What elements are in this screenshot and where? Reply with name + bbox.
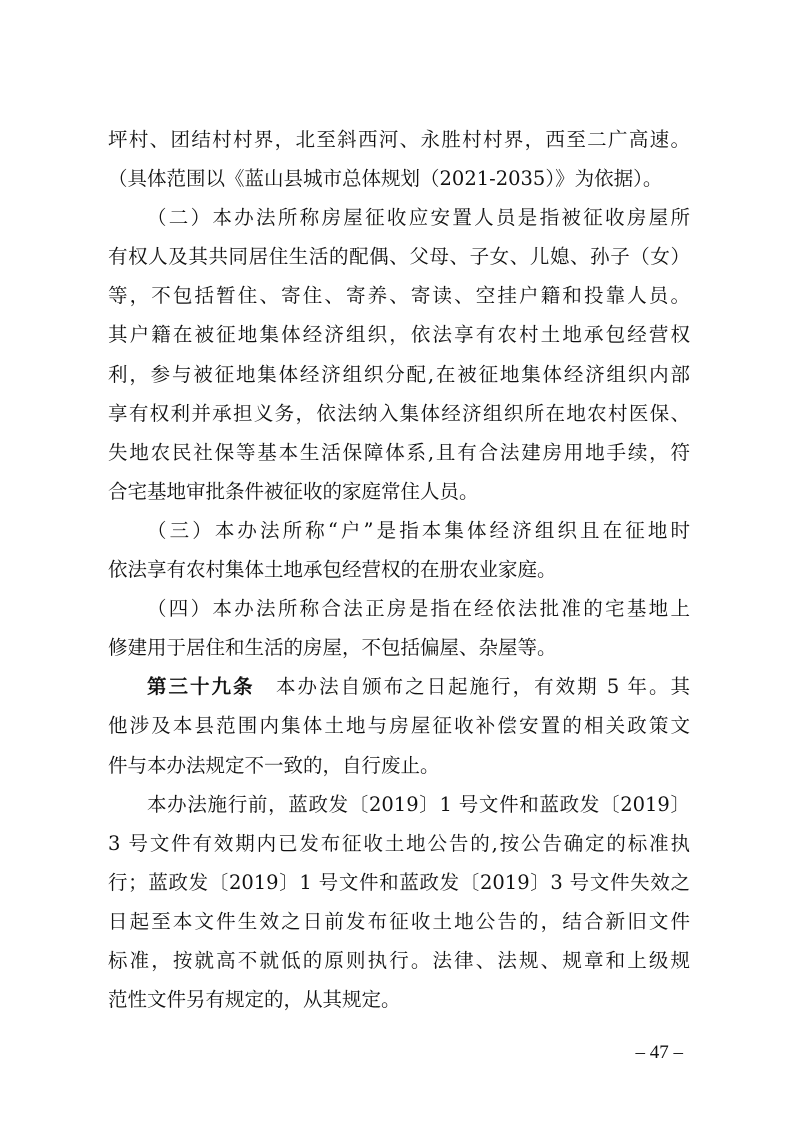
page-number: – 47 –	[635, 1042, 683, 1063]
text-line: 坪村、团结村村界，北至斜西河、永胜村村界，西至二广高速。	[108, 128, 690, 151]
text-line: （三）本办法所称“户”是指本集体经济组织且在征地时	[147, 518, 690, 542]
text-line: 有权人及其共同居住生活的配偶、父母、子女、儿媳、孙子（女）	[108, 245, 690, 269]
text-line: （四）本办法所称合法正房是指在经依法批准的宅基地上	[147, 597, 690, 621]
text-line: 标准，按就高不就低的原则执行。法律、法规、规章和上级规	[108, 948, 690, 972]
text-line: 行；蓝政发〔2019〕1 号文件和蓝政发〔2019〕3 号文件失效之	[108, 870, 690, 894]
text-line: 失地农民社保等基本生活保障体系,且有合法建房用地手续，符	[108, 440, 690, 464]
text-line: （二）本办法所称房屋征收应安置人员是指被征收房屋所	[147, 206, 690, 230]
body-text	[108, 120, 690, 1019]
text-line: 件与本办法规定不一致的，自行废止。	[108, 753, 440, 777]
text-line: 日起至本文件生效之日前发布征收土地公告的，结合新旧文件	[108, 909, 690, 933]
text-line: 等，不包括暂住、寄住、寄养、寄读、空挂户籍和投靠人员。	[108, 284, 690, 308]
text-line: 享有权利并承担义务，依法纳入集体经济组织所在地农村医保、	[108, 401, 690, 425]
text-line: 他涉及本县范围内集体土地与房屋征收补偿安置的相关政策文	[108, 714, 690, 738]
text-line: 范性文件另有规定的，从其规定。	[108, 988, 401, 1012]
text-line: （具体范围以《蓝山县城市总体规划（2021-2035）》为依据）。	[108, 167, 663, 191]
text-line: 其户籍在被征地集体经济组织，依法享有农村土地承包经营权	[108, 323, 690, 347]
text-line: 3 号文件有效期内已发布征收土地公告的,按公告确定的标准执	[108, 831, 690, 855]
text-line: 修建用于居住和生活的房屋，不包括偏屋、杂屋等。	[108, 636, 557, 660]
article-number: 第三十九条	[147, 675, 255, 699]
text-line: 利，参与被征地集体经济组织分配,在被征地集体经济组织内部	[108, 362, 690, 386]
text-line: 本办法施行前，蓝政发〔2019〕1 号文件和蓝政发〔2019〕	[147, 792, 690, 816]
text-line: 依法享有农村集体土地承包经营权的在册农业家庭。	[108, 558, 557, 582]
text-line: 合宅基地审批条件被征收的家庭常住人员。	[108, 479, 479, 503]
article-39-heading-line: 第三十九条 本办法自颁布之日起施行，有效期 5 年。其	[147, 675, 690, 699]
